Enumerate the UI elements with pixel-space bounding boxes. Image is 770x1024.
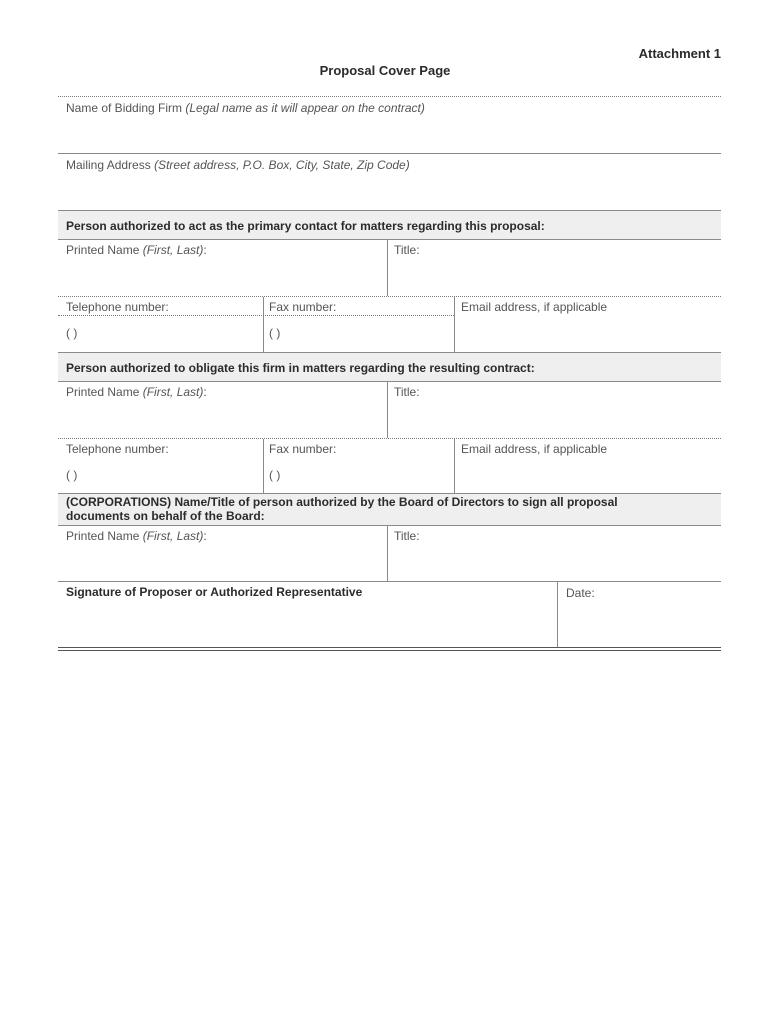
corporations-heading-line1: (CORPORATIONS) Name/Title of person authorized by the Board of Directors to sign all proposal (66, 495, 618, 509)
mailing-address-field[interactable] (66, 158, 410, 172)
column-divider (263, 439, 264, 493)
firm-name-field[interactable] (66, 101, 425, 115)
column-divider (387, 526, 388, 581)
obligate-heading: Person authorized to obligate this firm in matters regarding the resulting contract: (66, 361, 535, 375)
divider (58, 581, 721, 582)
primary-telephone-label[interactable]: Telephone number: (66, 300, 169, 314)
divider (58, 153, 721, 154)
primary-printed-name-field[interactable] (66, 243, 207, 257)
divider (58, 239, 721, 240)
signature-field[interactable] (66, 585, 362, 599)
obligate-telephone-label[interactable]: Telephone number: (66, 442, 169, 456)
primary-fax-label[interactable]: Fax number: (269, 300, 337, 314)
corporations-printed-name-field[interactable] (66, 529, 207, 543)
title-label: Title: (394, 529, 420, 543)
printed-name-hint: (First, Last) (142, 529, 204, 543)
obligate-title-field[interactable] (394, 385, 420, 399)
obligate-printed-name-field[interactable] (66, 385, 207, 399)
column-divider (557, 582, 558, 647)
obligate-telephone-area-code[interactable]: ( ) (66, 468, 78, 482)
obligate-fax-area-code[interactable]: ( ) (269, 468, 281, 482)
printed-name-label: Printed Name (66, 529, 140, 543)
printed-name-hint: (First, Last) (142, 243, 204, 257)
form-bottom-border (58, 647, 721, 648)
divider (58, 525, 721, 526)
date-label: Date: (566, 586, 595, 600)
title-label: Title: (394, 243, 420, 257)
column-divider (387, 240, 388, 296)
mailing-address-hint: (Street address, P.O. Box, City, State, Zip Code) (154, 158, 410, 172)
mailing-address-label: Mailing Address (66, 158, 151, 172)
divider (58, 315, 454, 316)
column-divider (263, 297, 264, 352)
printed-name-label: Printed Name (66, 385, 140, 399)
column-divider (454, 439, 455, 493)
firm-name-label: Name of Bidding Firm (66, 101, 183, 115)
colon: : (203, 529, 207, 543)
divider (58, 438, 721, 439)
obligate-fax-label[interactable]: Fax number: (269, 442, 337, 456)
printed-name-hint: (First, Last) (142, 385, 204, 399)
primary-contact-heading: Person authorized to act as the primary contact for matters regarding this proposal: (66, 219, 545, 233)
title-label: Title: (394, 385, 420, 399)
colon: : (203, 243, 207, 257)
firm-name-hint: (Legal name as it will appear on the contract) (185, 101, 425, 115)
form-top-border (58, 96, 721, 97)
form-bottom-border-double (58, 650, 721, 651)
column-divider (387, 382, 388, 438)
proposal-form (58, 96, 721, 652)
corporations-heading-line2: documents on behalf of the Board: (66, 509, 265, 523)
date-field[interactable] (566, 586, 595, 600)
page-title: Proposal Cover Page (319, 63, 451, 78)
primary-telephone-area-code[interactable]: ( ) (66, 326, 78, 340)
colon: : (203, 385, 207, 399)
printed-name-label: Printed Name (66, 243, 140, 257)
primary-email-label[interactable]: Email address, if applicable (461, 300, 608, 314)
obligate-email-label[interactable]: Email address, if applicable (461, 442, 608, 456)
primary-title-field[interactable] (394, 243, 420, 257)
attachment-label: Attachment 1 (638, 46, 721, 61)
signature-label: Signature of Proposer or Authorized Representative (66, 585, 363, 599)
divider (58, 381, 721, 382)
divider (58, 296, 721, 297)
column-divider (454, 297, 455, 352)
corporations-title-field[interactable] (394, 529, 420, 543)
corporations-heading (66, 495, 618, 523)
primary-fax-area-code[interactable]: ( ) (269, 326, 281, 340)
